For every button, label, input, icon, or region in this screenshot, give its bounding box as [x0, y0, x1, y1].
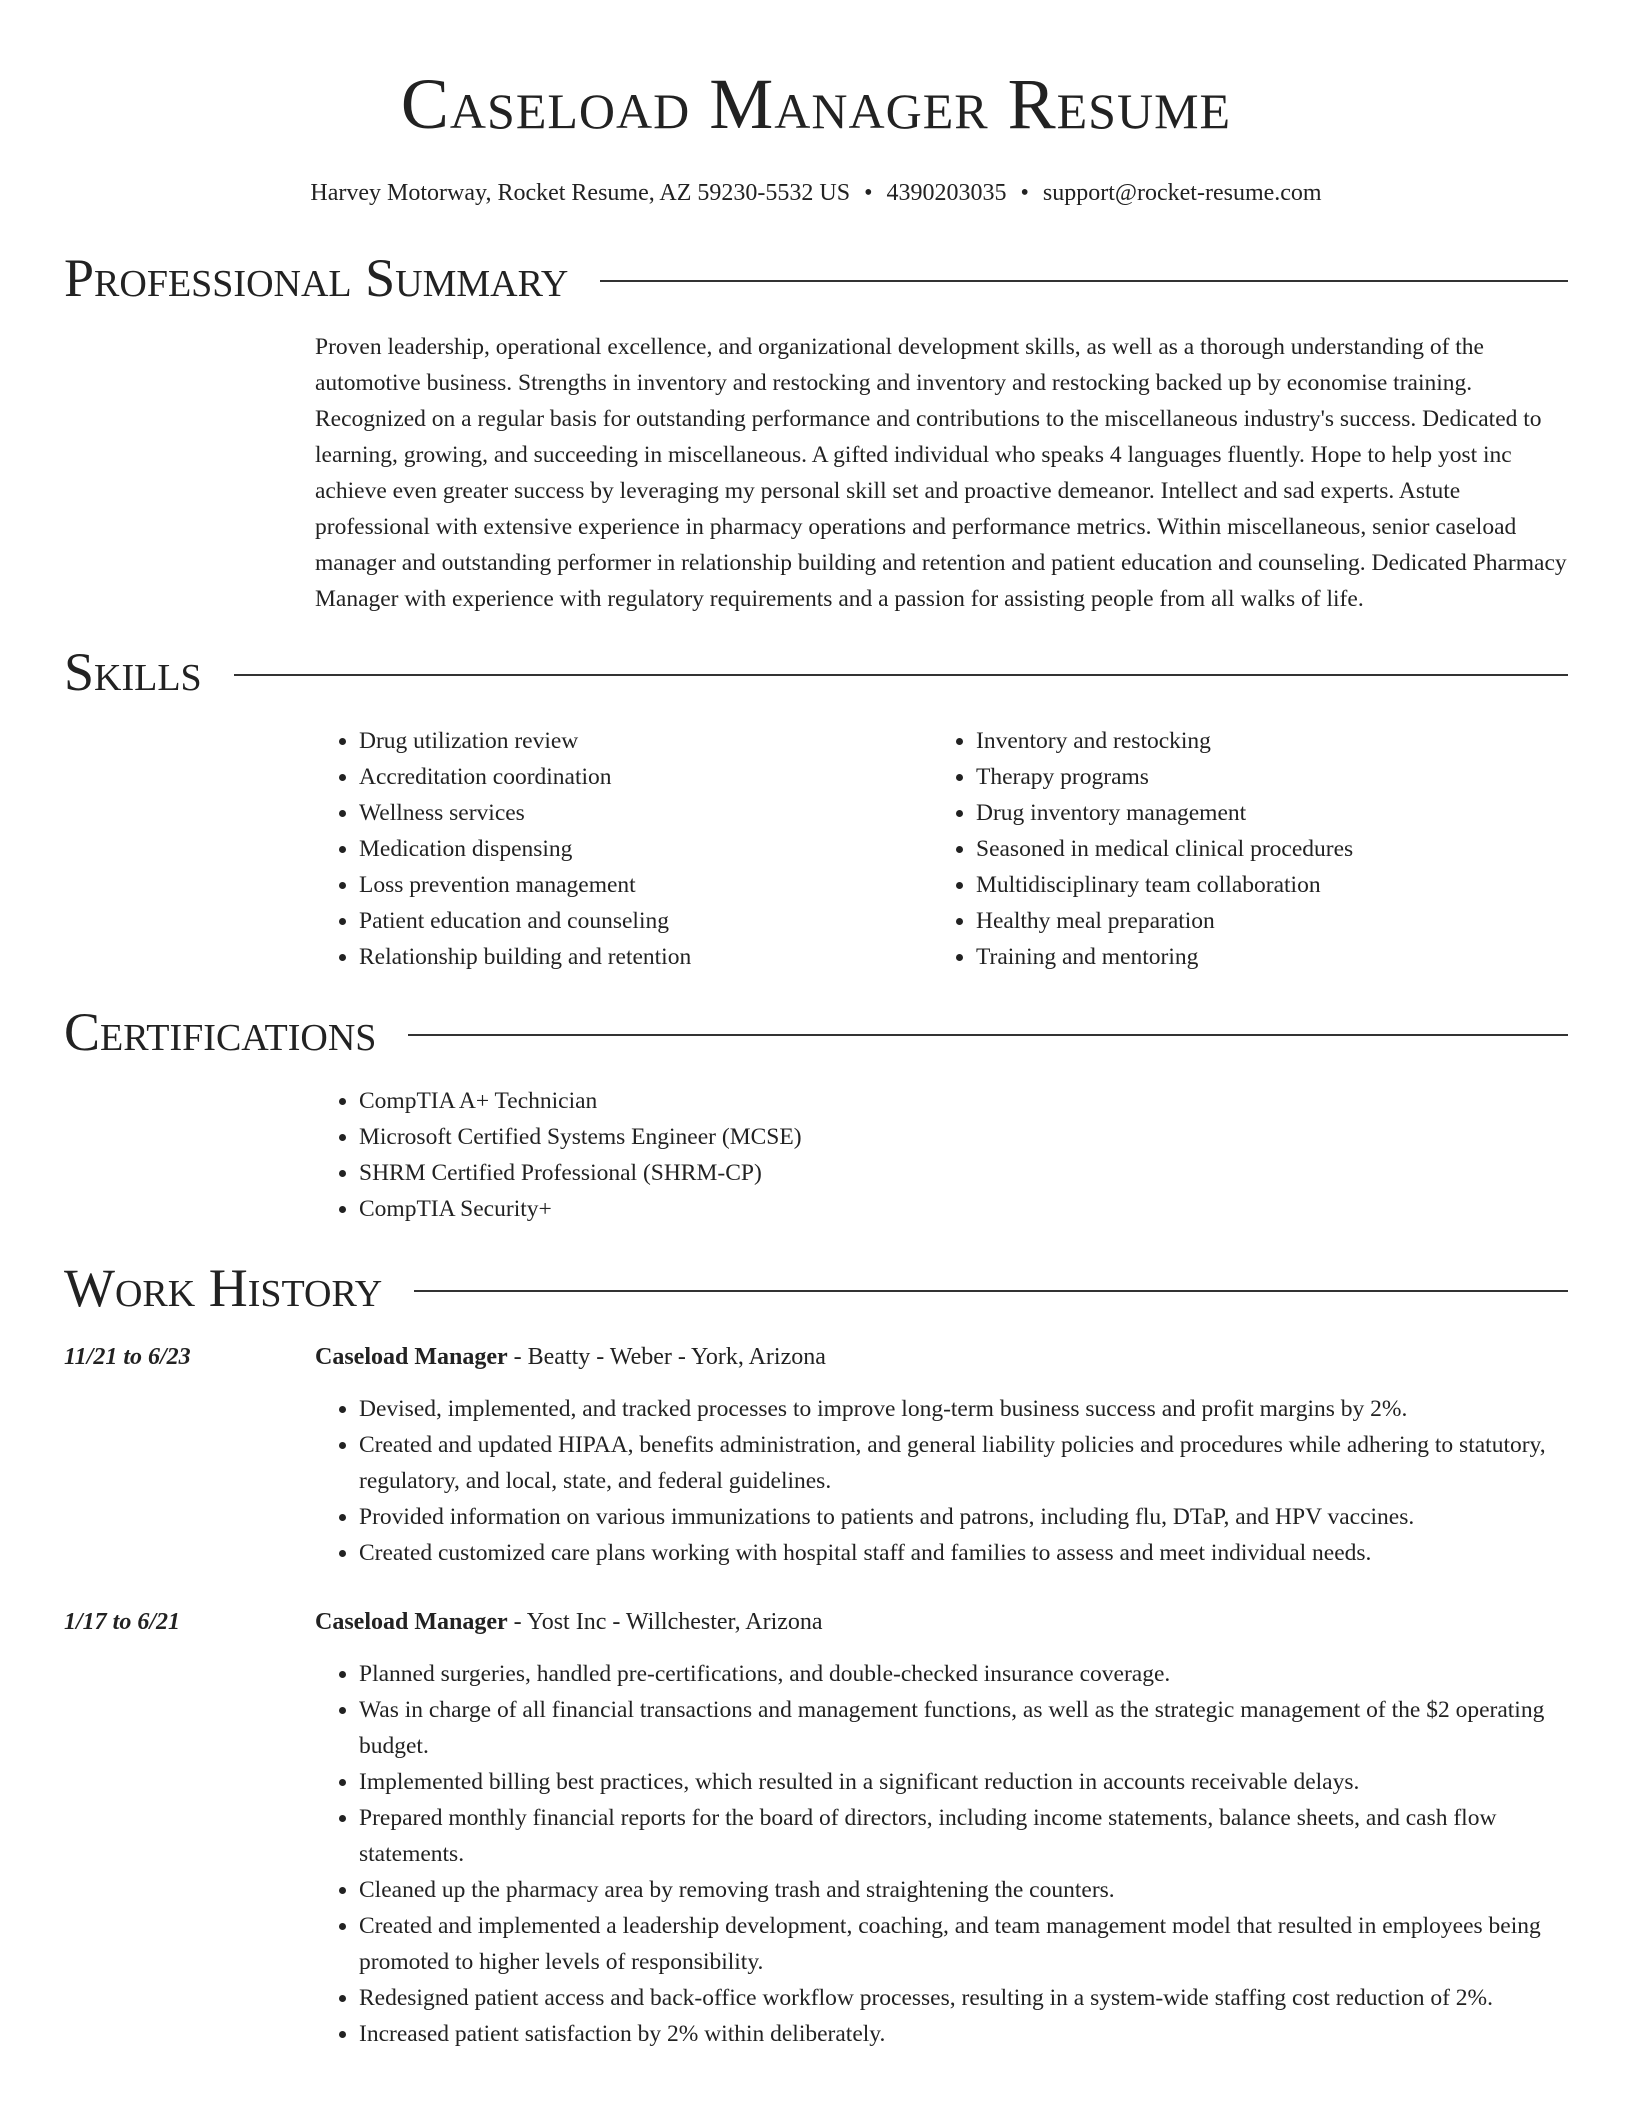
work-history-section-header: [64, 1258, 1568, 1318]
summary-section-header: [64, 248, 1568, 308]
job-bullets: [315, 1656, 1568, 2052]
job-body: [315, 1339, 1568, 1571]
job-details: - Beatty - Weber - York, Arizona: [507, 1344, 826, 1370]
skill-item: • Therapy programs: [976, 759, 1549, 795]
summary-heading: Professional Summary: [64, 248, 569, 308]
skills-grid: [315, 723, 1568, 975]
job-dates: 11/21 to 6/23: [64, 1344, 191, 1370]
contact-separator: •: [864, 180, 873, 206]
certification-item: • Microsoft Certified Systems Engineer (MCSE): [359, 1119, 1568, 1155]
skill-item: • Relationship building and retention: [359, 939, 932, 975]
skill-item: • Wellness services: [359, 795, 932, 831]
contact-separator: •: [1020, 180, 1029, 206]
skill-item: • Training and mentoring: [976, 939, 1549, 975]
job-title-line: [315, 1339, 1568, 1375]
skill-item: • Accreditation coordination: [359, 759, 932, 795]
summary-text: Proven leadership, operational excellence, and organizational development skills, as well as a thorough understanding of the automotive business. Strengths in inventory and restocking and inventory and restocking backed up by economise training. Recognized on a regular basis for outstanding performance and contributions to the miscellaneous industry's success. Dedicated to learning, growing, and succeeding in miscellaneous. A gifted individual who speaks 4 languages fluently. Hope to help yost inc achieve even greater success by leveraging my personal skill set and proactive demeanor. Intellect and sad experts. Astute professional with extensive experience in pharmacy operations and performance metrics. Within miscellaneous, senior caseload manager and outstanding performer in relationship building and retention and patient education and counseling. Dedicated Pharmacy Manager with experience with regulatory requirements and a passion for assisting people from all walks of life.: [315, 334, 1567, 612]
certification-item: • SHRM Certified Professional (SHRM-CP): [359, 1155, 1568, 1191]
skill-item: • Patient education and counseling: [359, 903, 932, 939]
section-divider: [600, 280, 1568, 282]
contact-address: Harvey Motorway, Rocket Resume, AZ 59230-5532 US: [310, 180, 851, 206]
work-history-heading: Work History: [64, 1258, 383, 1318]
job-bullets: [315, 1391, 1568, 1571]
certification-item: • CompTIA A+ Technician: [359, 1083, 1568, 1119]
contact-line: [64, 180, 1568, 207]
job-bullet: • Created customized care plans working with hospital staff and families to assess and meet individual needs.: [359, 1535, 1568, 1571]
skills-section-header: [64, 642, 1568, 702]
section-divider: [408, 1034, 1568, 1036]
skill-item: • Inventory and restocking: [976, 723, 1549, 759]
job-bullet: • Prepared monthly financial reports for the board of directors, including income statements, balance sheets, and cash flow statements.: [359, 1800, 1568, 1872]
skills-list-left: [315, 723, 932, 975]
job-role: Caseload Manager: [315, 1344, 508, 1370]
job-bullet: • Increased patient satisfaction by 2% within deliberately.: [359, 2016, 1568, 2052]
certifications-heading: Certifications: [64, 1002, 377, 1062]
section-divider: [414, 1290, 1568, 1292]
job-bullet: • Was in charge of all financial transactions and management functions, as well as the strategic management of the $2 operating budget.: [359, 1692, 1568, 1764]
skill-item: • Healthy meal preparation: [976, 903, 1549, 939]
job-bullet: • Cleaned up the pharmacy area by removing trash and straightening the counters.: [359, 1872, 1568, 1908]
contact-phone: 4390203035: [886, 180, 1007, 206]
certifications-section-header: [64, 1002, 1568, 1062]
certification-item: • CompTIA Security+: [359, 1191, 1568, 1227]
skill-item: • Drug utilization review: [359, 723, 932, 759]
skill-item: • Drug inventory management: [976, 795, 1549, 831]
section-divider: [234, 674, 1568, 676]
skill-item: • Medication dispensing: [359, 831, 932, 867]
job-dates: 1/17 to 6/21: [64, 1609, 181, 1635]
job-entry: [64, 1339, 1568, 1571]
job-bullet: • Created and implemented a leadership development, coaching, and team management model that resulted in employees being promoted to higher levels of responsibility.: [359, 1908, 1568, 1980]
skill-item: • Seasoned in medical clinical procedures: [976, 831, 1549, 867]
certifications-body: [315, 1083, 1568, 1227]
skill-item: • Loss prevention management: [359, 867, 932, 903]
job-title-line: [315, 1604, 1568, 1640]
page-title: Caseload Manager Resume: [400, 64, 1232, 144]
job-role: Caseload Manager: [315, 1609, 508, 1635]
job-bullet: • Devised, implemented, and tracked processes to improve long-term business success and profit margins by 2%.: [359, 1391, 1568, 1427]
skills-list-right: [932, 723, 1549, 975]
certifications-list: [315, 1083, 1568, 1227]
job-body: [315, 1604, 1568, 2052]
job-bullet: • Planned surgeries, handled pre-certifications, and double-checked insurance coverage.: [359, 1656, 1568, 1692]
skill-item: • Multidisciplinary team collaboration: [976, 867, 1549, 903]
job-entry: [64, 1604, 1568, 2052]
skills-heading: Skills: [64, 642, 202, 702]
job-bullet: • Provided information on various immunizations to patients and patrons, including flu, DTaP, and HPV vaccines.: [359, 1499, 1568, 1535]
job-bullet: • Created and updated HIPAA, benefits administration, and general liability policies and procedures while adhering to statutory, regulatory, and local, state, and federal guidelines.: [359, 1427, 1568, 1499]
contact-email: support@rocket-resume.com: [1042, 180, 1322, 206]
job-bullet: • Redesigned patient access and back-office workflow processes, resulting in a system-wide staffing cost reduction of 2%.: [359, 1980, 1568, 2016]
resume-page: [64, 0, 1568, 2052]
job-bullet: • Implemented billing best practices, which resulted in a significant reduction in accounts receivable delays.: [359, 1764, 1568, 1800]
summary-body: [315, 329, 1568, 617]
job-details: - Yost Inc - Willchester, Arizona: [507, 1609, 823, 1635]
